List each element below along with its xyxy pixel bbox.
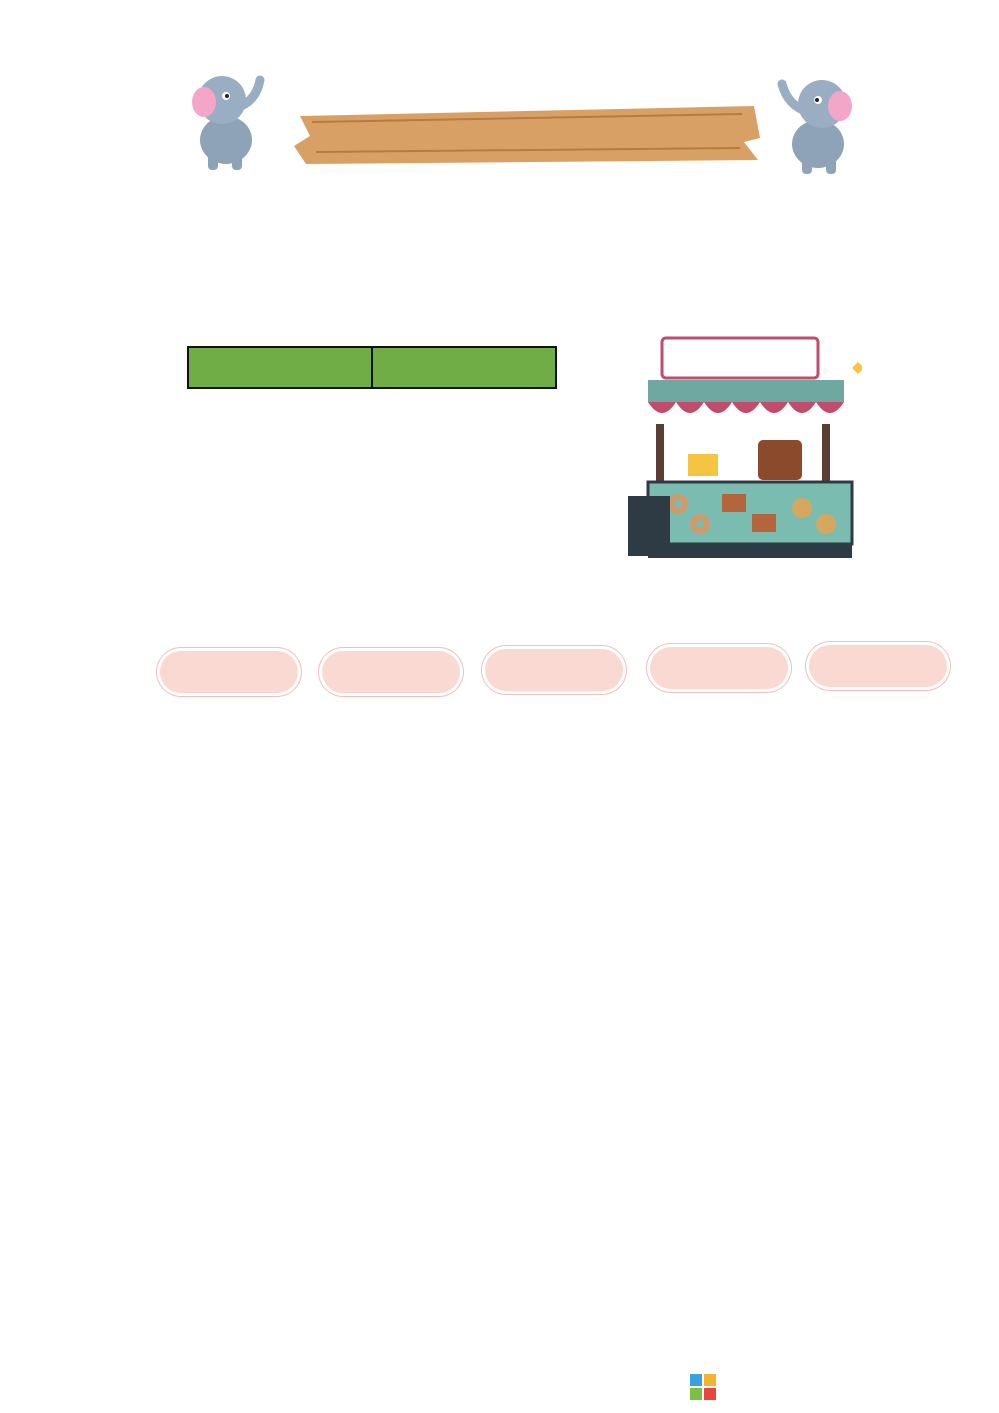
elephant-left-illustration [186, 62, 266, 176]
pair-input-3[interactable] [485, 649, 623, 691]
liveworksheets-logo [690, 1374, 716, 1400]
elephant-right-illustration [776, 66, 856, 180]
pair-input-4[interactable] [650, 647, 788, 689]
liveworksheets-logo-icon [690, 1374, 716, 1400]
pair-input-2[interactable] [322, 651, 460, 693]
title-banner [292, 102, 764, 168]
pair-input-5[interactable] [809, 645, 947, 687]
donut-price-table [187, 346, 557, 389]
coordinate-grid[interactable] [226, 780, 736, 1260]
table-header-donut [188, 347, 372, 388]
table-header-price [372, 347, 556, 388]
pastry-shop-illustration [622, 318, 862, 570]
pair-input-1[interactable] [160, 651, 298, 693]
